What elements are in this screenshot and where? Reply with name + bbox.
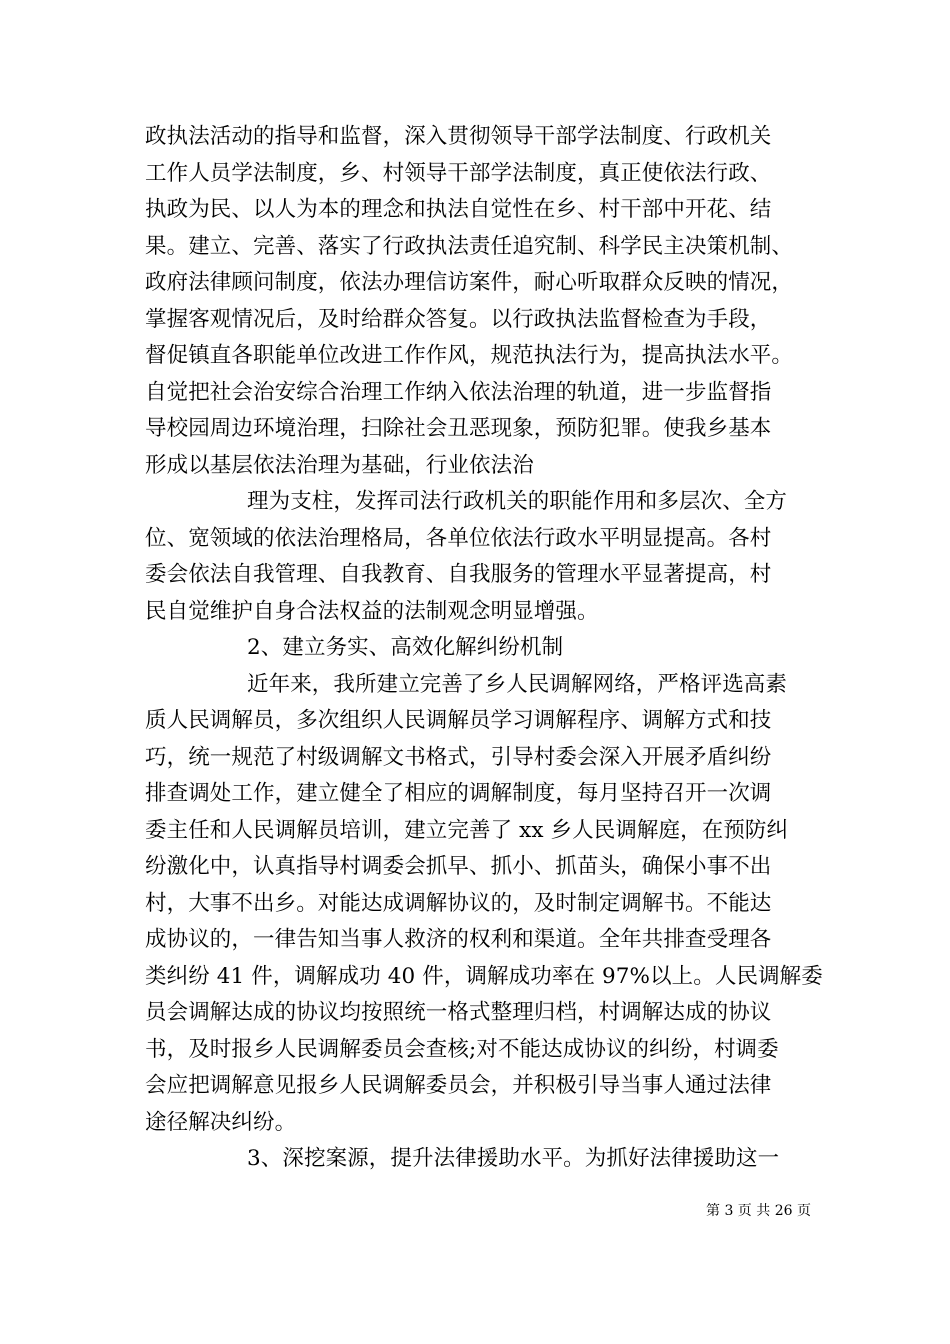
text-line: 自觉把社会治安综合治理工作纳入依法治理的轨道，进一步监督指 <box>145 379 772 405</box>
text-line: 掌握客观情况后，及时给群众答复。以行政执法监督检查为手段， <box>145 306 772 332</box>
text-line: 员会调解达成的协议均按照统一格式整理归档，村调解达成的协议 <box>145 1000 772 1025</box>
section-heading: 3、深挖案源，提升法律援助水平。为抓好法律援助这一 <box>247 1146 780 1171</box>
text-line: 纷激化中，认真指导村调委会抓早、抓小、抓苗头，确保小事不出 <box>145 854 772 879</box>
text-line: 导校园周边环境治理，扫除社会丑恶现象，预防犯罪。使我乡基本 <box>145 416 772 441</box>
text-line: 督促镇直各职能单位改进工作作风，规范执法行为，提高执法水平。 <box>145 343 794 368</box>
text-line: 委主任和人民调解员培训，建立完善了 xx 乡人民调解庭，在预防纠 <box>145 817 789 843</box>
text-line: 村，大事不出乡。对能达成调解协议的，及时制定调解书。不能达 <box>145 890 772 916</box>
text-line: 民自觉维护自身合法权益的法制观念明显增强。 <box>145 598 599 624</box>
text-line: 形成以基层依法治理为基础，行业依法治 <box>145 452 534 478</box>
text-line: 成协议的，一律告知当事人救济的权利和渠道。全年共排查受理各 <box>145 927 772 952</box>
text-line: 排查调处工作，建立健全了相应的调解制度，每月坚持召开一次调 <box>145 781 772 806</box>
text-line: 执政为民、以人为本的理念和执法自觉性在乡、村干部中开花、结 <box>145 197 772 222</box>
text-line: 途径解决纠纷。 <box>145 1109 297 1135</box>
text-line: 会应把调解意见报乡人民调解委员会，并积极引导当事人通过法律 <box>145 1073 772 1098</box>
text-line: 委会依法自我管理、自我教育、自我服务的管理水平显著提高，村 <box>145 562 772 587</box>
text-line: 工作人员学法制度，乡、村领导干部学法制度，真正使依法行政、 <box>145 160 772 186</box>
page-number-footer: 第 3 页 共 26 页 <box>706 1203 811 1219</box>
text-line-indented: 理为支柱，发挥司法行政机关的职能作用和多层次、全方 <box>247 489 788 514</box>
text-line: 政执法活动的指导和监督，深入贯彻领导干部学法制度、行政机关 <box>145 124 772 149</box>
text-line: 位、宽领域的依法治理格局，各单位依法行政水平明显提高。各村 <box>145 525 772 551</box>
text-line: 质人民调解员，多次组织人民调解员学习调解程序、调解方式和技 <box>145 708 772 733</box>
text-line: 果。建立、完善、落实了行政执法责任追究制、科学民主决策机制、 <box>145 233 794 259</box>
text-line: 类纠纷 41 件，调解成功 40 件，调解成功率在 97%以上。人民调解委 <box>145 963 823 989</box>
text-line: 书，及时报乡人民调解委员会查核;对不能达成协议的纠纷，村调委 <box>145 1036 779 1062</box>
section-heading: 2、建立务实、高效化解纠纷机制 <box>247 635 564 660</box>
document-body <box>145 119 825 1178</box>
text-line: 巧，统一规范了村级调解文书格式，引导村委会深入开展矛盾纠纷 <box>145 744 772 770</box>
text-line-indented: 近年来，我所建立完善了乡人民调解网络，严格评选高素 <box>247 671 788 697</box>
text-line: 政府法律顾问制度，依法办理信访案件，耐心听取群众反映的情况， <box>145 270 794 295</box>
